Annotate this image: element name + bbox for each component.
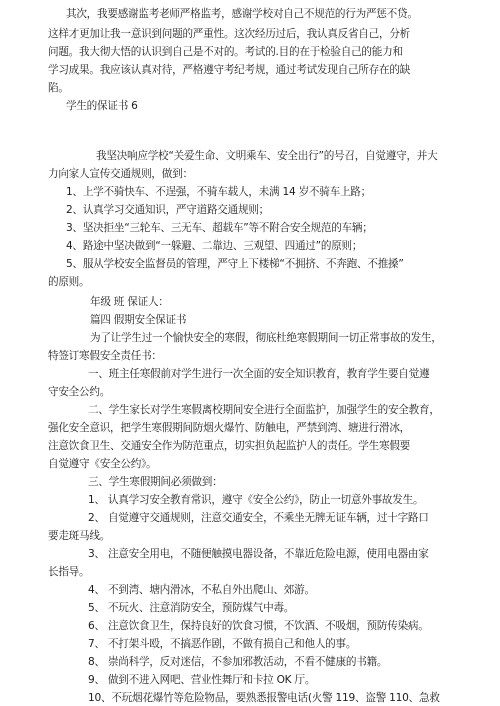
list-item: 7、 不打架斗殴，不搞恶作剧，不做有损自己和他人的事。 [88, 638, 357, 650]
text-line: 我坚决响应学校“关爱生命、文明乘车、安全出行”的号召，自觉遵守，并大 [96, 150, 438, 162]
list-item: 2、 自觉遵守交通规则，注意交通安全，不乘坐无牌无证车辆，过十字路口 [88, 512, 429, 524]
text-line: 自觉遵守《安全公约》。 [48, 458, 157, 470]
list-item: 4、 不到湾、塘内滑冰，不私自外出爬山、郊游。 [88, 584, 315, 596]
list-item: 6、 注意饮食卫生，保持良好的饮食习惯，不饮酒、不吸烟，预防传染病。 [88, 620, 429, 632]
text-line: 特签订寒假安全责任书： [48, 350, 162, 362]
text-line: 的原则。 [48, 276, 90, 288]
list-item: 9、 做到不进入网吧、营业性舞厅和卡拉 OK 厅。 [88, 674, 316, 686]
text-line: 三、学生寒假期间必须做到： [88, 476, 223, 488]
list-item: 10、不玩烟花爆竹等危险物品，要熟悉报警电话(火警 119、盗警 110、急救 [88, 692, 440, 704]
text-line: 其次，我要感谢监考老师严格监考，感谢学校对自己不规范的行为严惩不贷。 [66, 8, 418, 20]
text-line: 长指导。 [48, 566, 90, 578]
list-item: 1、 认真学习安全教育常识，遵守《安全公约》，防止一切意外事故发生。 [88, 494, 424, 506]
list-item: 2、认真学习交通知识，严守道路交通规则； [66, 204, 270, 216]
list-item: 1、上学不骑快车、不逞强，不骑车载人，未满 14 岁不骑车上路； [66, 186, 371, 198]
list-item: 3、 注意安全用电，不随便触摸电器设备，不靠近危险电源，使用电器由家 [88, 548, 429, 560]
text-line: 守安全公约。 [48, 386, 111, 398]
text-line: 陷。 [48, 82, 69, 94]
list-item: 4、路途中坚决做到“一躲避、二靠边、三观望、四通过”的原则； [66, 240, 363, 252]
text-line: 二、学生家长对学生寒假离校期间安全进行全面监护，加强学生的安全教育， [88, 404, 440, 416]
text-line: 学习成果。我应该认真对待，严格遵守考纪考规，通过考试发现自己所存在的缺 [48, 64, 411, 76]
text-line: 问题。我大彻大悟的认识到自己是不对的。考试的.目的在于检验自己的能力和 [48, 46, 403, 58]
text-line: 力向家人宣传交通规则，做到： [48, 168, 193, 180]
section-heading: 学生的保证书 6 [66, 100, 138, 112]
list-item: 5、 不玩火、注意消防安全，预防煤气中毒。 [88, 602, 295, 614]
text-line: 为了让学生过一个愉快安全的寒假，彻底杜绝寒假期间一切正常事故的发生， [90, 332, 442, 344]
text-line: 一、班主任寒假前对学生进行一次全面的安全知识教育，教育学生要自觉遵 [88, 368, 430, 380]
text-line: 强化安全意识，把学生寒假期间防烟火爆竹、防触电，严禁到湾、塘进行滑冰， [48, 422, 411, 434]
list-item: 5、服从学校安全监督员的管理，严守上下楼梯“不拥挤、不奔跑、不推搡” [66, 258, 404, 270]
section-heading: 篇四 假期安全保证书 [90, 314, 187, 326]
text-line: 这样才更加让我一意识到问题的严重性。这次经历过后，我认真反省自己，分析 [48, 28, 411, 40]
text-line: 要走斑马线。 [48, 530, 111, 542]
text-line: 注意饮食卫生、交通安全作为防范重点，切实担负起监护人的责任。学生寒假要 [48, 440, 411, 452]
list-item: 8、 崇尚科学，反对迷信，不参加邪教活动，不看不健康的书籍。 [88, 656, 388, 668]
signature-line: 年级 班 保证人： [90, 296, 169, 308]
list-item: 3、坚决拒坐“三轮车、三无车、超载车”等不附合安全规范的车辆； [66, 222, 373, 234]
